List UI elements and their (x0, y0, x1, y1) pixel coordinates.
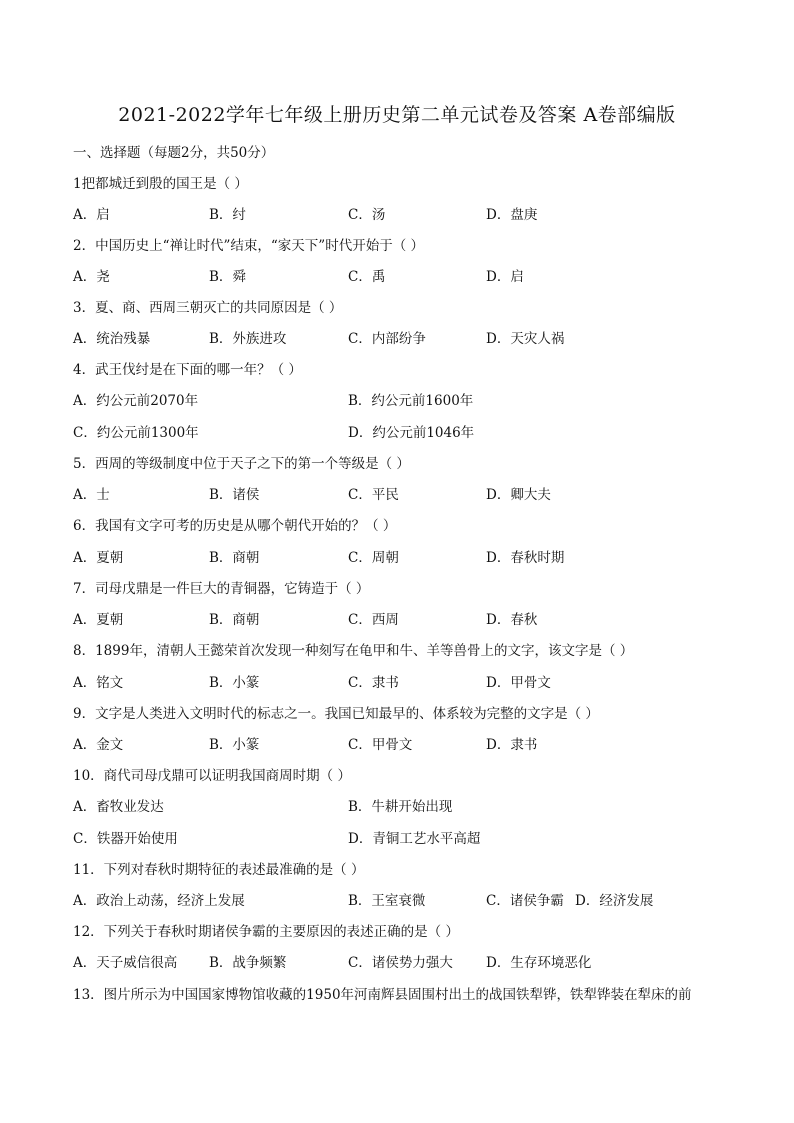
question-7: 7．司母戊鼎是一件巨大的青铜器，它铸造于（ ） (73, 581, 370, 597)
q10-option-b: B．牛耕开始出现 (348, 799, 453, 815)
q9-option-a: A．金文 (73, 737, 124, 753)
question-12: 12．下列关于春秋时期诸侯争霸的主要原因的表述正确的是（ ） (73, 924, 459, 940)
q1-option-a: A．启 (73, 207, 110, 223)
question-3: 3．夏、商、西周三朝灭亡的共同原因是（ ） (73, 300, 343, 316)
q11-option-c: C．诸侯争霸 (486, 893, 564, 909)
question-4: 4．武王伐纣是在下面的哪一年？（ ） (73, 362, 302, 378)
q9-option-d: D．隶书 (486, 737, 538, 753)
q11-option-a: A．政治上动荡，经济上发展 (73, 893, 245, 909)
q10-option-d: D．青铜工艺水平高超 (348, 831, 481, 847)
q5-option-c: C．平民 (348, 487, 399, 503)
q6-option-c: C．周朝 (348, 550, 399, 566)
q4-option-b: B．约公元前1600年 (348, 393, 474, 409)
q3-option-b: B．外族进攻 (209, 331, 287, 347)
page-title: 2021-2022学年七年级上册历史第二单元试卷及答案 A卷部编版 (118, 104, 676, 126)
q2-option-d: D．启 (486, 269, 524, 285)
q11-option-d: D．经济发展 (575, 893, 654, 909)
q11-option-b: B．王室衰微 (348, 893, 426, 909)
q10-option-a: A．畜牧业发达 (73, 799, 164, 815)
q6-option-d: D．春秋时期 (486, 550, 565, 566)
question-6: 6．我国有文字可考的历史是从哪个朝代开始的？（ ） (73, 518, 397, 534)
question-5: 5．西周的等级制度中位于天子之下的第一个等级是（ ） (73, 456, 410, 472)
q8-option-a: A．铭文 (73, 675, 124, 691)
q7-option-c: C．西周 (348, 612, 399, 628)
q12-option-a: A．天子威信很高 (73, 955, 178, 971)
q12-option-c: C．诸侯势力强大 (348, 955, 453, 971)
q10-option-c: C．铁器开始使用 (73, 831, 178, 847)
question-8: 8．1899年，清朝人王懿荣首次发现一种刻写在龟甲和牛、羊等兽骨上的文字，该文字是（ ） (73, 643, 634, 659)
section-heading: 一、选择题（每题2分，共50分） (73, 145, 275, 161)
q8-option-b: B．小篆 (209, 675, 260, 691)
question-1: 1把都城迁到殷的国王是（ ） (73, 176, 248, 192)
q7-option-d: D．春秋 (486, 612, 538, 628)
q5-option-b: B．诸侯 (209, 487, 260, 503)
q5-option-d: D．卿大夫 (486, 487, 551, 503)
question-11: 11．下列对春秋时期特征的表述最准确的是（ ） (73, 862, 365, 878)
q12-option-d: D．生存环境恶化 (486, 955, 592, 971)
q12-option-b: B．战争频繁 (209, 955, 287, 971)
q9-option-c: C．甲骨文 (348, 737, 413, 753)
q8-option-c: C．隶书 (348, 675, 399, 691)
q4-option-a: A．约公元前2070年 (73, 393, 199, 409)
q3-option-a: A．统治残暴 (73, 331, 151, 347)
q1-option-d: D．盘庚 (486, 207, 538, 223)
question-9: 9．文字是人类进入文明时代的标志之一。我国已知最早的、体系较为完整的文字是（ ） (73, 706, 599, 722)
q2-option-b: B．舜 (209, 269, 246, 285)
question-13: 13．图片所示为中国国家博物馆收藏的1950年河南辉县固围村出土的战国铁犁铧，铁犁铧装在犁床的前 (73, 987, 692, 1003)
q9-option-b: B．小篆 (209, 737, 260, 753)
q5-option-a: A．士 (73, 487, 110, 503)
q2-option-c: C．禹 (348, 269, 386, 285)
question-2: 2．中国历史上“禅让时代”结束，“家天下”时代开始于（ ） (73, 238, 424, 254)
q7-option-a: A．夏朝 (73, 612, 124, 628)
q1-option-b: B．纣 (209, 207, 246, 223)
question-10: 10．商代司母戊鼎可以证明我国商周时期（ ） (73, 768, 351, 784)
q4-option-c: C．约公元前1300年 (73, 425, 199, 441)
q3-option-d: D．天灾人祸 (486, 331, 565, 347)
q6-option-b: B．商朝 (209, 550, 260, 566)
q2-option-a: A．尧 (73, 269, 110, 285)
q6-option-a: A．夏朝 (73, 550, 124, 566)
q4-option-d: D．约公元前1046年 (348, 425, 475, 441)
q8-option-d: D．甲骨文 (486, 675, 551, 691)
q3-option-c: C．内部纷争 (348, 331, 426, 347)
q1-option-c: C．汤 (348, 207, 386, 223)
q7-option-b: B．商朝 (209, 612, 260, 628)
